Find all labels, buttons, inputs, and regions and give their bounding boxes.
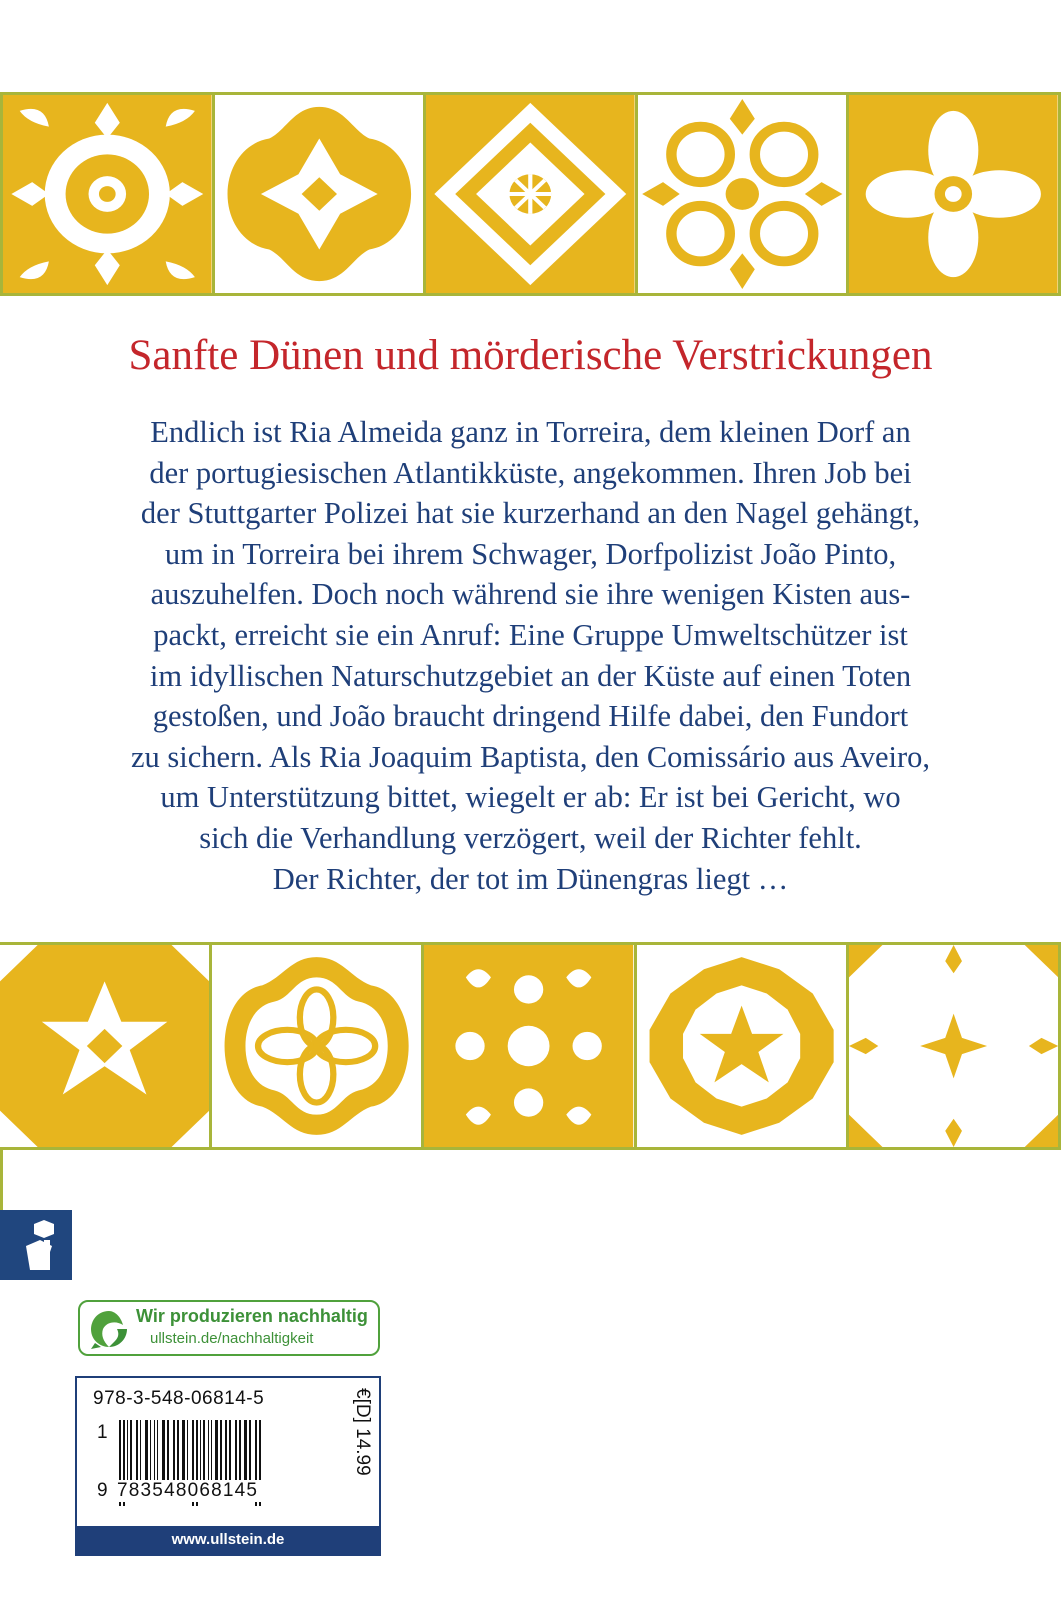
blurb-line: Der Richter, der tot im Dünengras liegt … [272, 861, 789, 896]
blurb-line: der Stuttgarter Polizei hat sie kurzerhand an den Nagel gehängt, [140, 496, 921, 531]
tile-star-5 [849, 945, 1061, 1147]
sustainability-badge [78, 1300, 380, 1356]
isbn-number: 978-3-548-06814-5 [93, 1388, 265, 1409]
blurb-line: um in Torreira bei ihrem Schwager, Dorfpolizist João Pinto, [164, 536, 897, 571]
headline: Sanfte Dünen und mörderische Verstrickungen [128, 332, 933, 379]
sustainability-title: Wir produzieren nachhaltig [136, 1306, 368, 1326]
publisher-owl-logo-icon [0, 1210, 72, 1280]
tile-star-1 [0, 945, 212, 1147]
sustainability-url: ullstein.de/nachhaltigkeit [150, 1330, 314, 1347]
top-tile-band [0, 92, 1061, 296]
publisher-website: www.ullstein.de [77, 1526, 379, 1554]
blurb-text [70, 412, 991, 899]
barcode-addon-digit: 1 [97, 1422, 108, 1443]
blurb-line: sich die Verhandlung verzögert, weil der Richter fehlt. [199, 820, 862, 855]
price-text: €[D] 14.99 [352, 1388, 373, 1476]
tile-ornament-5 [849, 95, 1061, 293]
barcode-first-digit: 9 [97, 1480, 108, 1501]
tile-star-4 [637, 945, 849, 1147]
blurb-line: um Unterstützung bittet, wiegelt er ab: Er ist bei Gericht, wo [160, 780, 901, 815]
barcode-digits: 783548068145 [117, 1480, 349, 1502]
tile-ornament-4 [638, 95, 850, 293]
tile-ornament-2 [215, 95, 427, 293]
blurb-line: der portugiesischen Atlantikküste, angekommen. Ihren Job bei [149, 455, 912, 490]
blurb-line: Endlich ist Ria Almeida ganz in Torreira, dem kleinen Dorf an [150, 415, 911, 449]
tile-star-3 [424, 945, 636, 1147]
barcode-box [75, 1376, 381, 1556]
blurb-line: im idyllischen Naturschutzgebiet an der Küste auf einen Toten [149, 658, 912, 693]
divider [0, 1150, 3, 1210]
blurb-line: packt, erreicht sie ein Anruf: Eine Gruppe Umweltschützer ist [153, 617, 908, 652]
blurb-line: gestoßen, und João braucht dringend Hilfe dabei, den Fundort [152, 699, 909, 734]
tile-ornament-1 [3, 95, 215, 293]
bottom-tile-band [0, 942, 1061, 1150]
blurb-line: zu sichern. Als Ria Joaquim Baptista, den Comissário aus Aveiro, [130, 739, 931, 774]
price-label [345, 1388, 375, 1512]
tile-ornament-3 [426, 95, 638, 293]
recycle-leaf-icon [87, 1307, 131, 1351]
tile-star-2 [212, 945, 424, 1147]
blurb-line: auszuhelfen. Doch noch während sie ihre wenigen Kisten aus- [150, 577, 911, 612]
